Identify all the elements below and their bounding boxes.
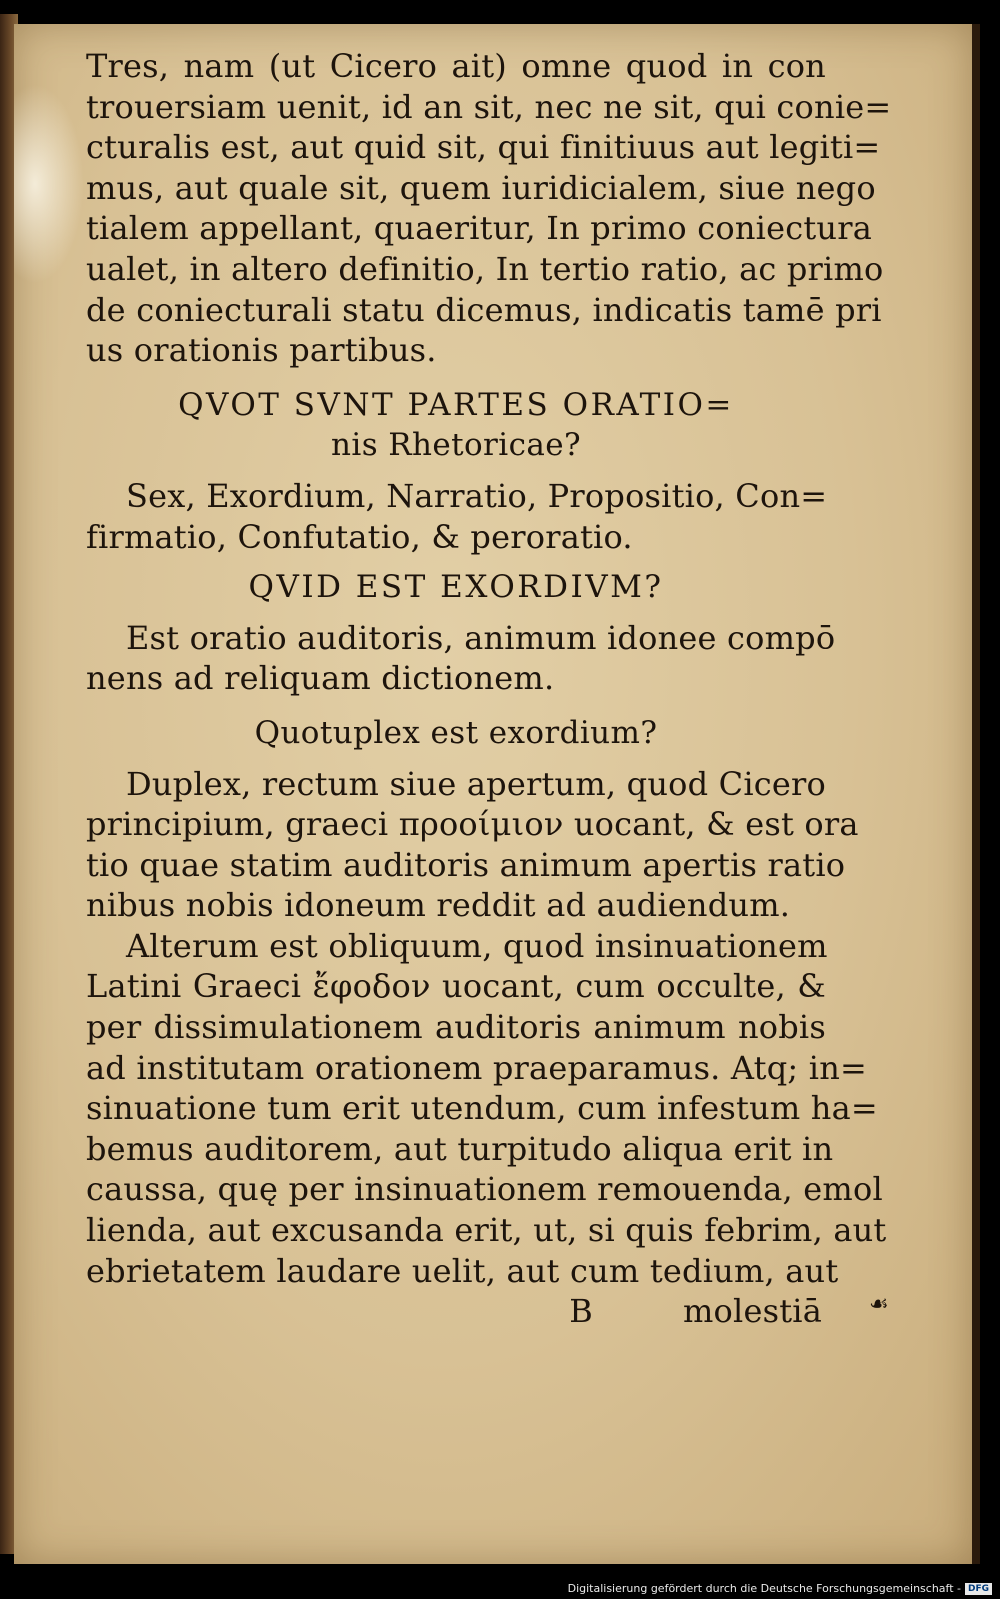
- answer-line: ebrietatem laudare uelit, aut cum tedium, aut: [86, 1251, 839, 1290]
- text-line: cturalis est, aut quid sit, qui finitiuus aut legiti=: [86, 128, 881, 167]
- signature-mark: B: [569, 1292, 594, 1331]
- answer-line: tio quae statim auditoris animum apertis ratio: [86, 845, 846, 884]
- answer-line: Duplex, rectum siue apertum, quod Cicero: [126, 764, 826, 803]
- book-page: [14, 24, 980, 1564]
- answer-line: Sex, Exordium, Narratio, Propositio, Con=: [126, 476, 828, 515]
- dfg-logo-icon: DFG: [965, 1583, 992, 1595]
- section-heading: QVOT SVNT PARTES ORATIO=: [178, 386, 734, 423]
- answer-line: sinuatione tum erit utendum, cum infestum ha=: [86, 1089, 878, 1128]
- answer-line: caussa, quę per insinuationem remouenda, emol: [86, 1170, 883, 1209]
- text-line: ualet, in altero definitio, In tertio ratio, ac primo: [86, 249, 884, 288]
- text-line: mus, aut quale sit, quem iuridicialem, siue nego: [86, 168, 876, 207]
- answer-line: per dissimulationem auditoris animum nobis: [86, 1008, 826, 1047]
- answer-line: ad institutam orationem praeparamus. Atq; in=: [86, 1048, 868, 1087]
- catchword: molestiā: [683, 1292, 822, 1331]
- text-line: tialem appellant, quaeritur, In primo coniectura: [86, 209, 872, 248]
- answer-line: firmatio, Confutatio, & peroratio.: [86, 517, 633, 556]
- margin-ornament-icon: ☙: [869, 1292, 889, 1317]
- answer-line: Est oratio auditoris, animum idonee compō: [126, 618, 836, 657]
- paper-damage: [14, 84, 84, 284]
- answer-line: bemus auditorem, aut turpitudo aliqua erit in: [86, 1129, 834, 1168]
- answer-line: lienda, aut excusanda erit, ut, si quis febrim, aut: [86, 1211, 887, 1250]
- answer-line: Latini Graeci ἔφοδον uocant, cum occulte, &: [86, 967, 826, 1006]
- section-heading: Quotuplex est exordium?: [254, 714, 658, 751]
- text-line: us orationis partibus.: [86, 331, 437, 370]
- answer-line: nens ad reliquam dictionem.: [86, 659, 555, 698]
- credit-text: Digitalisierung gefördert durch die Deutsche Forschungsgemeinschaft -: [567, 1582, 961, 1595]
- signature-row: [86, 1291, 826, 1332]
- answer-line: nibus nobis idoneum reddit ad audiendum.: [86, 886, 791, 925]
- page-text: [86, 46, 892, 1332]
- text-line: trouersiam uenit, id an sit, nec ne sit, qui conie=: [86, 87, 892, 126]
- section-heading: QVID EST EXORDIVM?: [248, 569, 664, 606]
- section-heading-continued: nis Rhetoricae?: [331, 427, 581, 464]
- digitization-credit: [568, 1582, 992, 1595]
- text-line: Tres, nam (ut Cicero ait) omne quod in con: [86, 47, 826, 85]
- text-line: de coniecturali statu dicemus, indicatis tamē pri: [86, 290, 882, 329]
- answer-line: Alterum est obliquum, quod insinuationem: [126, 926, 828, 965]
- answer-line: principium, graeci προοίμιον uocant, & est ora: [86, 805, 859, 844]
